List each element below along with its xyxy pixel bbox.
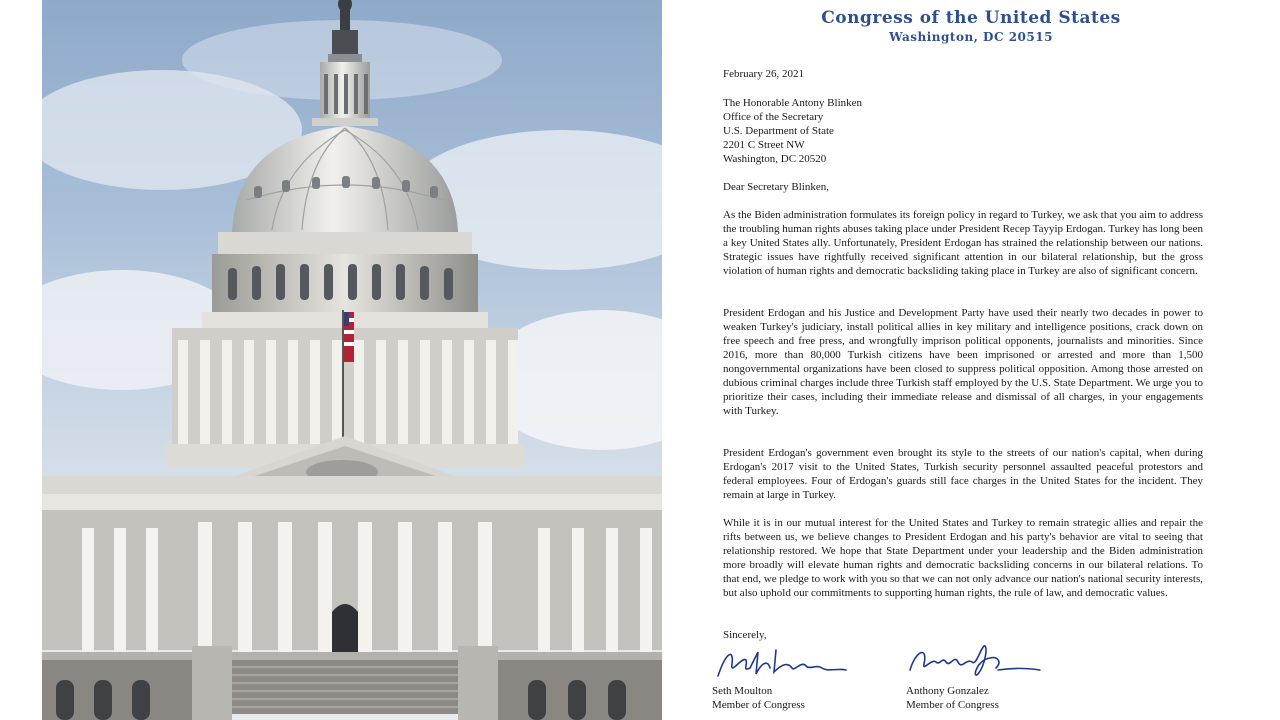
signer-role-1: Member of Congress: [712, 699, 805, 711]
signature-gonzalez-image: [906, 640, 1046, 684]
signature-block-gonzalez: [906, 640, 1106, 712]
salutation: Dear Secretary Blinken,: [723, 181, 829, 193]
recipient-line: Washington, DC 20520: [723, 153, 827, 165]
congressional-letter: [662, 0, 1280, 720]
closing: Sincerely,: [723, 629, 767, 641]
body-paragraph-1: As the Biden administration formulates its foreign policy in regard to Turkey, we ask that you aim to address the troubling human rights abuses taking place under President Recep Tayyip Erdogan. Turkey has long been a key United States ally. Unfortunately, President Erdogan has strained the relationship between our nations. Strategic issues have rightfully received significant attention in our bilateral relationship, but the gross violation of human rights and democratic backsliding taking place in Turkey are also of significant concern.: [723, 209, 1203, 277]
signer-name-1: Seth Moulton: [712, 685, 773, 697]
recipient-line: The Honorable Antony Blinken: [723, 97, 863, 109]
body-paragraph-4: While it is in our mutual interest for the United States and Turkey to remain strategic allies and repair the rifts between us, we believe changes to President Erdogan and his party's behavior are vital to seeing that relationship restored. We hope that State Department under your leadership and the Biden administration more broadly will elevate human rights and democratic backsliding concerns in our bilateral relations. To that end, we pledge to work with you so that we can not only advance our nation's national security interests, but also uphold our commitments to supporting human rights, the rule of law, and democratic values.: [723, 517, 1203, 599]
signature-block-moulton: [712, 642, 912, 712]
letterhead-title: Congress of the United States: [821, 8, 1121, 28]
signer-name-2: Anthony Gonzalez: [906, 685, 989, 697]
body-paragraph-3: President Erdogan's government even brought its style to the streets of our nation's capital, when during Erdogan's 2017 visit to the United States, Turkish security personnel assaulted peaceful protestors and federal employees. Four of Erdogan's guards still face charges in the United States for the incident. They remain at large in Turkey.: [723, 447, 1203, 501]
capitol-photo: [42, 0, 662, 720]
recipient-line: U.S. Department of State: [723, 125, 834, 137]
recipient-block: [723, 96, 1203, 166]
recipient-line: 2201 C Street NW: [723, 139, 805, 151]
letterhead: [662, 8, 1280, 44]
recipient-line: Office of the Secretary: [723, 111, 824, 123]
signature-moulton-image: [712, 642, 852, 684]
letter-date: February 26, 2021: [723, 68, 804, 80]
letterhead-address: Washington, DC 20515: [889, 30, 1053, 44]
body-paragraph-2: President Erdogan and his Justice and Development Party have used their nearly two decades in power to weaken Turkey's judiciary, install political allies in key military and intelligence positions, crack down on free speech and free press, and wrongfully imprison political opponents, journalists and minorities. Since 2016, more than 80,000 Turkish citizens have been imprisoned or arrested and more than 1,500 nongovernmental organizations have been closed to suppress political opposition. Among those arrested on dubious criminal charges include three Turkish staff employed by the U.S. State Department. We urge you to prioritize their cases, including their immediate release and dismissal of all charges, in your engagements with Turkey.: [723, 307, 1203, 417]
signer-role-2: Member of Congress: [906, 699, 999, 711]
